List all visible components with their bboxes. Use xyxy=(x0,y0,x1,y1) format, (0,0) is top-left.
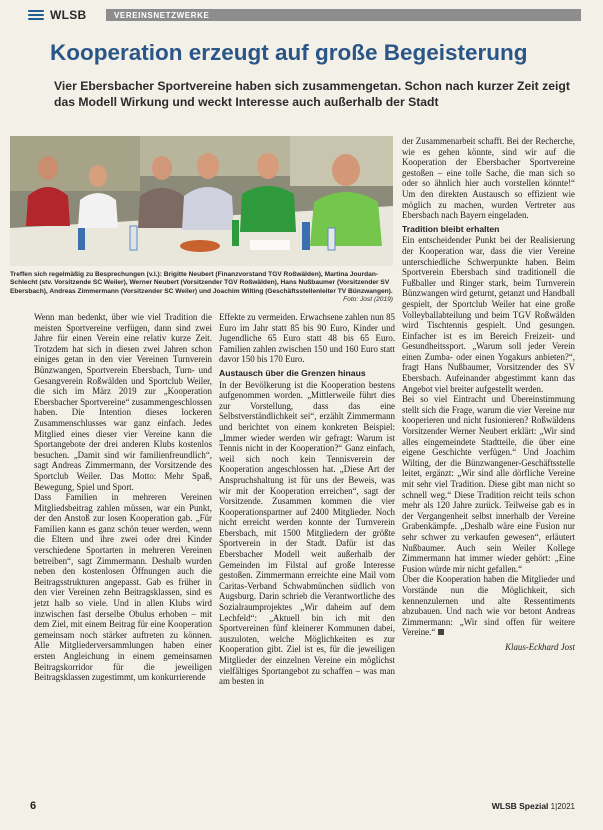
subheading-tradition: Tradition bleibt erhalten xyxy=(402,223,500,234)
text-column-1 xyxy=(34,312,212,683)
wlsb-logo xyxy=(26,8,106,22)
paragraph: Bei so viel Eintracht und Übereinstimmung stellt sich die Frage, warum die vier Vereine nur kooperieren und nicht fusionieren? Roßwäldens Vorsitzender Werner Neubert erklärt: „Wir sind alles eingemeindete Stadtteile, die über eine eigene Geschichte verfügen.“ Und Joachim Wilting, der die Bünzwangener-Geschäftsstelle leitet, ergänzt: „Wir sind alle dörfliche Vereine mit sehr viel Tradition. Diese gibt man nicht so schnell weg.“ Diese Tradition reicht teils schon mehr als 120 Jahre zurück. Teilweise gab es in der Vergangenheit selbst innerhalb der Vereine Grabenkämpfe. „Deshalb wäre eine Fusion nur sehr schwer zu verkaufen gewesen“, erläutert Nußbaumer. Auch sein Weiler Kollege Zimmermann hat immer wieder gehört: „Eine Fusion würde mir nicht gefallen.“ xyxy=(402,394,575,574)
page-header xyxy=(26,8,581,22)
section-bar xyxy=(106,9,581,21)
paragraph: Wenn man bedenkt, über wie viel Tradition die meisten Sportvereine verfügen, dann sind zwei Jahre für einen Verein eine relativ kurze Zeit. Trotzdem hat sich in diesen zwei Jahren schon einiges getan in den vier Vereinen Turnverein Bünzwangen, Sportverein Ebersbach, Turn- und Gesangverein Roßwälden und Sportclub Weiler, die sich im März 2019 zur „Kooperation Ebersbacher Sportvereine“ zusammengeschlossen haben. Die Intention dieses lockeren Zusammenschlusses war ganz einfach. Jedes Mitglied eines dieser vier Vereine kann die Sportangebote der drei anderen Klubs kostenlos besuchen. „Damit sind wir familienfreundlich“, sagt Andreas Zimmermann, der Vorsitzende des Sportclub Weiler. Das Motto: Mehr Spaß, Bewegung, Spiel und Sport. xyxy=(34,312,212,492)
author-byline: Klaus-Eckhard Jost xyxy=(505,641,575,652)
magazine-info xyxy=(492,801,575,811)
paragraph: In der Bevölkerung ist die Kooperation bestens aufgenommen worden. „Mittlerweile führt dies zur Vorstellung, dass das eine Selbstverständlichkeit sei“, erzählt Zimmermann und berichtet von einem konkreten Beispiel: „Immer wieder werden wir gefragt: Warum ist Tennis nicht in der Kooperation?“ Ganz einfach, weil sich noch kein Tennisverein der Kooperation angeschlossen hat. „Diese Art der Anspruchshaltung ist für uns der Beweis, was wir mit der Kooperation erreichen“, sagt der Vorsitzende. Zusammen kommen die vier Kooperationspartner auf 2400 Mitglieder. Noch nicht erreicht werden konnte der Turnverein Ebersbach, mit 1500 Mitgliedern der größte Sportverein in der Stadt. Dafür ist das Ebersbacher Modell weit außerhalb der Gemeinden im Filstal auf große Interesse gestoßen. Zimmermann erreichte eine Mail vom Caritas-Verband Schwabmünchen südlich von Augsburg. Darin schrieb die Verantwortliche des Sozialraumprojektes „Wir daheim auf dem Lechfeld“: „Aktuell bin ich mit den Sportvereinen fünf kleinerer Kommunen dabei, auszuloten, welche Möglichkeiten es zur Kooperation gibt. Ziel ist es, für die jeweiligen Mitglieder der einzelnen Vereine ein möglichst vielfältiges Sportangebot zu schaffen – was man am besten in xyxy=(219,379,395,687)
subheading-exchange: Austausch über die Grenzen hinaus xyxy=(219,367,366,378)
caption-text: Treffen sich regelmäßig zu Besprechungen (v.l.): Brigitte Neubert (Finanzvorstand TGV Roßwälden), Martina Jourdan-Schlecht (stv. Vorsitzende SC Weiler), Werner Neubert (Vorsitzender TGV Roßwälden), Hans Nußbaumer (Vorsitzender SV Ebersbach), Andreas Zimmermann (Vorsitzender SC Weiler) und Joachim Wilting (Geschäftsstellenleiter TV Bünzwangen). xyxy=(10,271,393,295)
paragraph xyxy=(402,574,575,638)
photo-credit: Foto: Jost (2019) xyxy=(343,296,393,304)
magazine-name: WLSB Spezial xyxy=(491,801,549,811)
section-label: VEREINSNETZWERKE xyxy=(114,10,210,20)
closing-paragraph: Über die Kooperation haben die Mitglieder und Vorstände nun die Möglichkeit, sich kennenzulernen und alte Ressentiments abzubauen. Und nach wie vor betont Andreas Zimmermann: „Wir sind offen für weitere Vereine.“ xyxy=(402,574,575,638)
paragraph: Ein entscheidender Punkt bei der Realisierung der Kooperation war, dass die vier Vereine unterschiedliche Schwerpunkte haben. Beim Sportverein Ebersbach sind traditionell die Fußballer und Ringer stark, beim Turnverein Bünzwangen wird geturnt, getanzt und Handball gespielt, der Sportclub Weiler hat eine große Volleyballabteilung und beim TGV Roßwälden wird Tischtennis gespielt. Und gesungen. Einfacher ist es im Bereich Freizeit- und Gesundheitssport. „Warum soll jeder Verein einen Zumba- oder einen Yogakurs anbieten?“, fragt Hans Nußbaumer, Vorsitzender des SV Ebersbach. Aufeinander abgestimmt kann das Angebot viel breiter aufgestellt werden. xyxy=(402,235,575,394)
article-deck: Vier Ebersbacher Sportvereine haben sich zusammengetan. Schon nach kurzer Zeit zeigt das Modell Wirkung und weckt Interesse auch außerhalb der Stadt xyxy=(54,79,570,109)
page-footer xyxy=(30,800,575,812)
meeting-photo-illustration xyxy=(10,136,393,266)
photo-caption xyxy=(10,271,393,305)
logo-waves-icon xyxy=(26,9,46,21)
text-column-3 xyxy=(402,136,575,653)
article-photo xyxy=(10,136,393,266)
paragraph: Dass Familien in mehreren Vereinen Mitgliedsbeitrag zahlen müssen, war ein Punkt, der den Anstoß zur losen Kooperation gab. „Für Familien kann es ganz schön teuer werden, wenn die Eltern und ihre zwei oder drei Kinder verschiedene Sportarten in mehreren Vereinen betreiben“, sagt Zimmermann. Deshalb wurden neben den kostenlosen Öffnungen auch die Beitragsstrukturen angepasst. Gab es früher in den vier Vereinen zehn Beitragsklassen, sind es jetzt halb so viele. Und in allen Klubs wird inzwischen fast derselbe Obulus erhoben – mit dem Ziel, mit einem Beitrag für eine Kooperation gemeinsam noch stärker auftreten zu können. Alle Mitgliederversammlungen haben einer ersten Angleichung in einem gemeinsamen Beitragskorridor für die jeweiligen Beitragsklassen zugestimmt, um konkurrierende xyxy=(34,492,212,683)
paragraph: der Zusammenarbeit schafft. Bei der Recherche, wie es gehen könnte, sind wir auf die Kooperation der Ebersbacher Sportvereine gestoßen – eine tolle Sache, die man sich so oder so ähnlich hier auch vorstellen könnte!“ Um den direkten Austausch so effizient wie möglich zu machen, wurden Vertreter aus Ebersbach nach Bayern eingeladen. xyxy=(402,136,575,221)
end-mark-icon xyxy=(438,629,444,635)
issue-number: 1|2021 xyxy=(550,802,575,811)
logo-text: WLSB xyxy=(50,8,87,22)
article-title: Kooperation erzeugt auf große Begeisterung xyxy=(50,40,528,65)
text-column-2 xyxy=(219,312,395,687)
page-number: 6 xyxy=(30,800,37,812)
paragraph: Effekte zu vermeiden. Erwachsene zahlen nun 85 Euro im Jahr statt 85 bis 90 Euro, Kinder und Jugendliche 65 Euro statt 48 bis 65 Euro. Familien zahlen zwischen 150 und 160 Euro statt davor 150 bis 170 Euro. xyxy=(219,312,395,365)
